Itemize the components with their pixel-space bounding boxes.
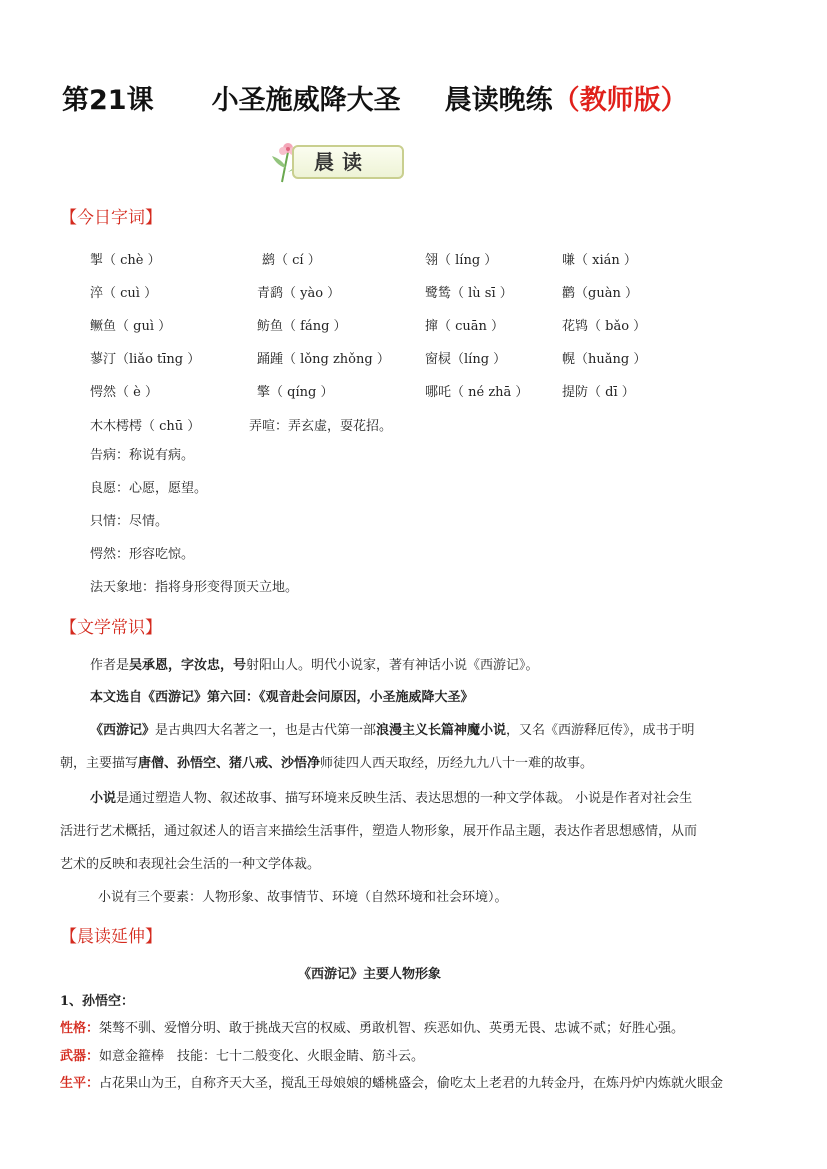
word-item: 愕然（ è ） [90, 385, 158, 400]
word-definition: 愕然：形容吃惊。 [90, 547, 195, 562]
word-item: 鲂鱼（ fáng ） [257, 319, 347, 334]
weapon-line: 武器：如意金箍棒 技能：七十二般变化、火眼金睛、筋斗云。 [60, 1049, 425, 1064]
novel-definition-paragraph-cont: 活进行艺术概括，通过叙述人的语言来描绘生活事件，塑造人物形象，展开作品主题，表达作者思想感情，从而 [60, 824, 698, 839]
word-item: 嗛（ xián ） [562, 253, 637, 268]
source-line: 本文选自《西游记》第六回：《观音赴会问原因，小圣施威降大圣》 [90, 690, 474, 705]
lesson-number: 第21课 [62, 85, 154, 116]
word-item: 木木樗樗（ chū ） [90, 419, 201, 434]
edition-label: （教师版） [552, 85, 688, 116]
word-item: 掣（ chè ） [90, 253, 161, 268]
section-literature-heading: 【文学常识】 [60, 618, 162, 638]
word-definition: 法天象地：指将身形变得顶天立地。 [90, 580, 299, 595]
morning-reading-badge [268, 138, 404, 184]
word-item: 鹚（ cí ） [262, 253, 321, 268]
character-item-title: 1、孙悟空： [60, 994, 135, 1009]
word-item: 花鸨（ bǎo ） [562, 319, 647, 334]
word-item: 撺（ cuān ） [425, 319, 505, 334]
word-item: 淬（ cuì ） [90, 286, 158, 301]
word-item: 哪吒（ né zhā ） [425, 385, 529, 400]
section-extension-heading: 【晨读延伸】 [60, 927, 162, 947]
word-item: 鹳（guàn ） [562, 286, 638, 301]
word-definition: 只情：尽情。 [90, 514, 169, 529]
word-definition: 告病：称说有病。 [90, 448, 195, 463]
page-title [62, 78, 688, 117]
personality-line: 性格：桀骜不驯、爱憎分明、敢于挑战天宫的权威、勇敢机智、疾恶如仇、英勇无畏、忠诚不贰；好胜心强。 [60, 1021, 685, 1036]
word-definition: 弄喧：弄玄虚，耍花招。 [249, 419, 393, 434]
novel-definition-paragraph-end: 艺术的反映和表现社会生活的一种文学体裁。 [60, 857, 321, 872]
word-item: 窗棂（líng ） [425, 352, 507, 367]
word-item: 踊踵（ lǒng zhǒng ） [257, 352, 390, 367]
lesson-topic: 小圣施威降大圣 [211, 85, 401, 116]
extension-heading: 《西游记》主要人物形象 [298, 967, 442, 982]
word-item: 翎（ líng ） [425, 253, 498, 268]
author-paragraph: 作者是吴承恩，字汝忠，号射阳山人。明代小说家，著有神话小说《西游记》。 [90, 658, 539, 673]
section-words-heading: 【今日字词】 [60, 208, 162, 228]
word-definition: 良愿：心愿，愿望。 [90, 481, 208, 496]
word-item: 擎（ qíng ） [257, 385, 334, 400]
word-item: 蓼汀（liǎo tīng ） [90, 352, 201, 367]
novel-elements-line: 小说有三个要素：人物形象、故事情节、环境（自然环境和社会环境）。 [98, 890, 508, 905]
word-item: 幌（huǎng ） [562, 352, 647, 367]
novel-intro-paragraph: 《西游记》是古典四大名著之一，也是古代第一部浪漫主义长篇神魔小说，又名《西游释厄传》，成书于明 [90, 723, 695, 738]
word-item: 青鹞（ yào ） [257, 286, 341, 301]
word-item: 提防（ dī ） [562, 385, 635, 400]
life-line: 生平：占花果山为王，自称齐天大圣，搅乱王母娘娘的蟠桃盛会，偷吃太上老君的九转金丹，在炼丹炉内炼就火眼金 [60, 1076, 724, 1091]
badge-label: 晨读 [314, 150, 370, 174]
word-item: 鹭鸶（ lù sī ） [425, 286, 513, 301]
lesson-kind: 晨读晚练 [444, 85, 553, 116]
novel-intro-paragraph-cont: 朝，主要描写唐僧、孙悟空、猪八戒、沙悟净师徒四人西天取经，历经九九八十一难的故事。 [60, 756, 594, 771]
word-item: 鳜鱼（ guì ） [90, 319, 172, 334]
novel-definition-paragraph: 小说是通过塑造人物、叙述故事、描写环境来反映生活、表达思想的一种文学体裁。 小说是作者对社会生 [90, 791, 693, 806]
